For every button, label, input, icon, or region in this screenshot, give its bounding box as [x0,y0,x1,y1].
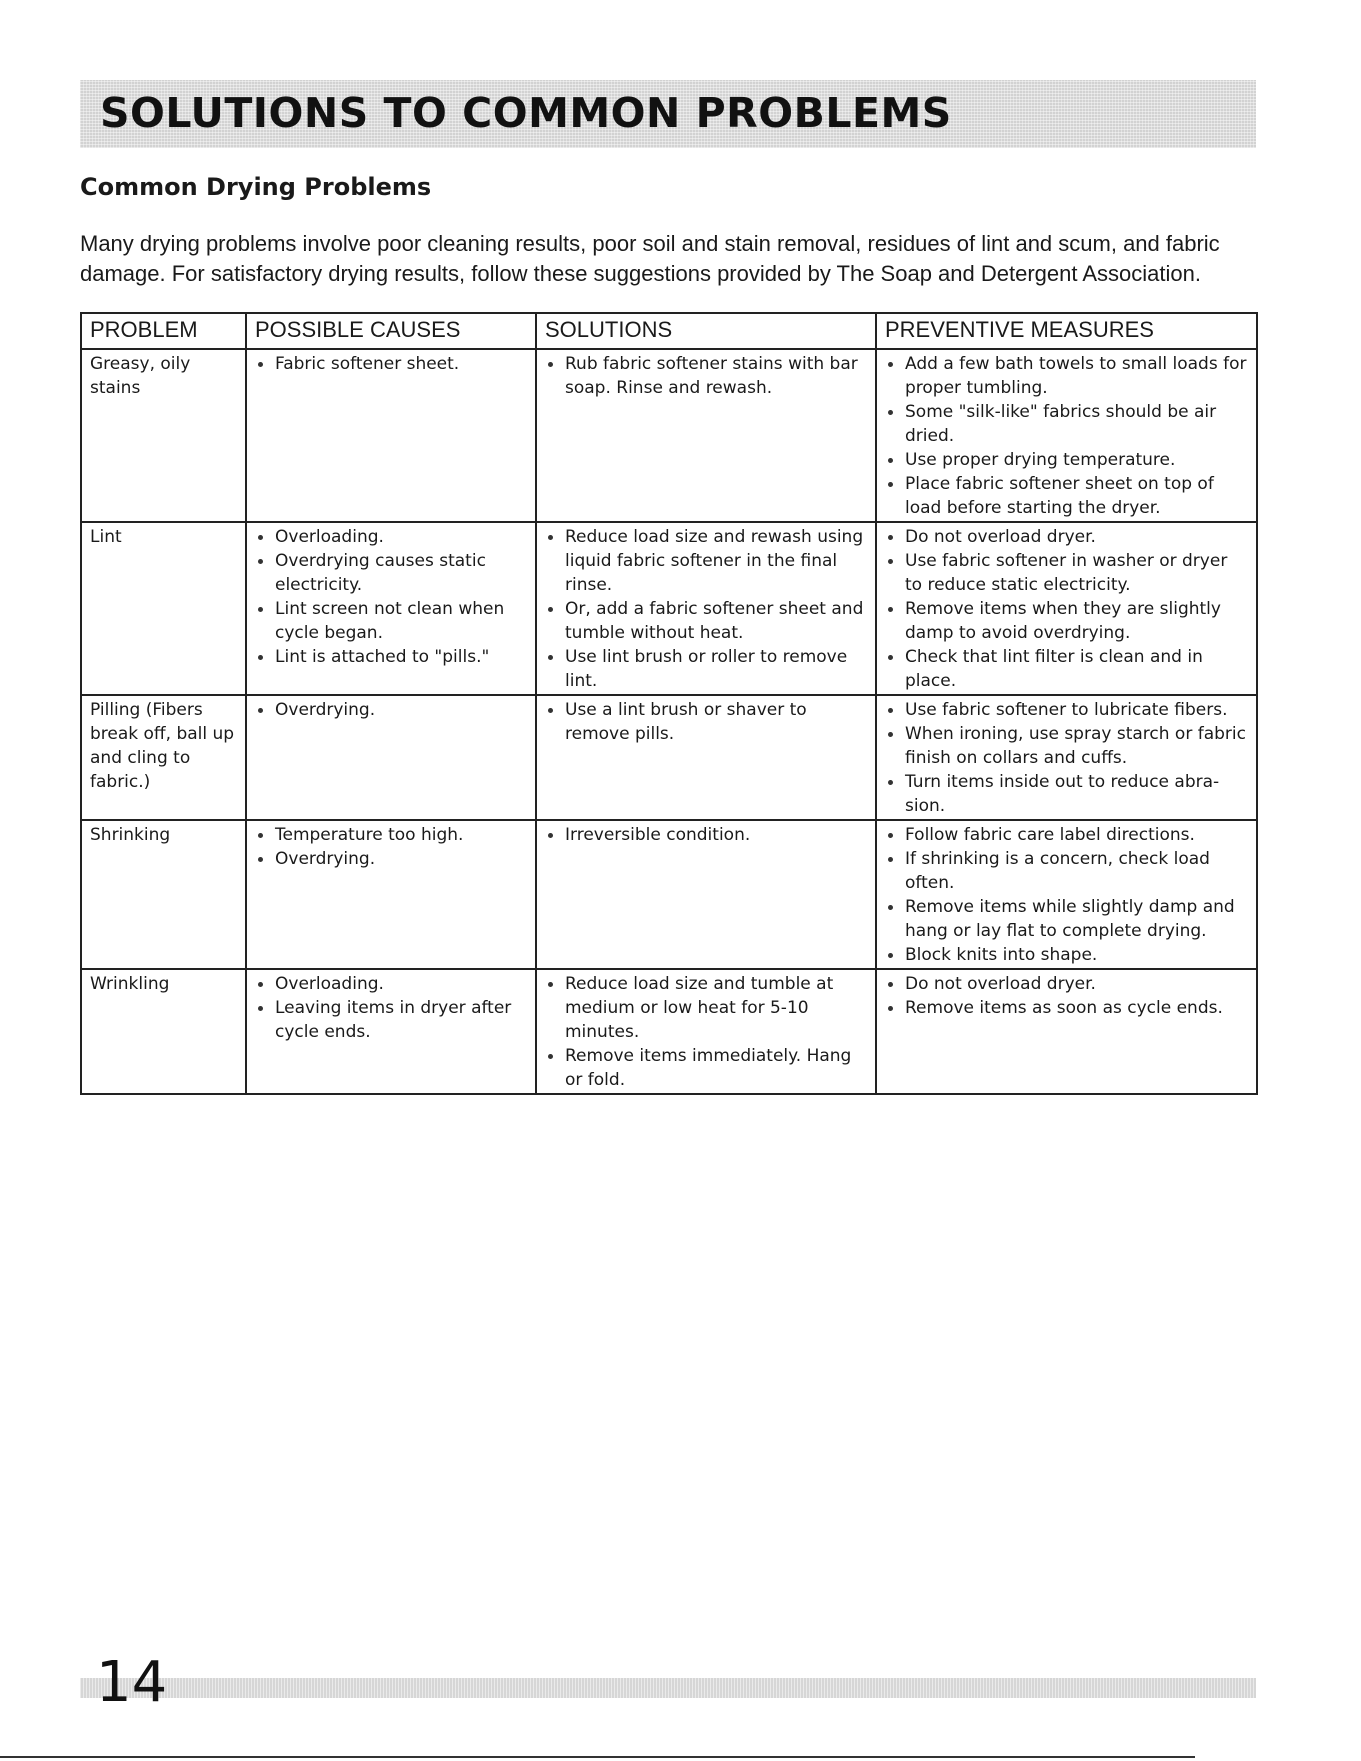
table-body [81,349,1257,1094]
solution-item: Irreversible condition. [545,823,867,847]
table-row [81,522,1257,695]
measure-item: Do not overload dryer. [885,525,1248,549]
measure-item: Use fabric softener to lubricate fibers. [885,698,1248,722]
measures-list [885,972,1248,1020]
cause-item: Leaving items in dryer after cycle ends. [255,996,527,1044]
solutions-cell [536,695,876,820]
measure-item: Turn items inside out to reduce abra-sion. [885,770,1248,818]
causes-cell [246,349,536,522]
measure-item: Check that lint filter is clean and in place. [885,645,1248,693]
section-title: Common Drying Problems [80,173,432,201]
measure-item: Use fabric softener in washer or dryer to reduce static electricity. [885,549,1248,597]
table-row [81,969,1257,1094]
measures-cell [876,522,1257,695]
causes-cell [246,820,536,969]
measure-item: Block knits into shape. [885,943,1248,967]
cause-item: Lint is attached to "pills." [255,645,527,669]
measure-item: Place fabric softener sheet on top of load before starting the dryer. [885,472,1248,520]
measures-list [885,352,1248,520]
cause-item: Temperature too high. [255,823,527,847]
footer-bar [80,1678,1256,1698]
solution-item: Remove items immediately. Hang or fold. [545,1044,867,1092]
solutions-cell [536,522,876,695]
page-number: 14 [96,1650,168,1715]
problem-cell: Shrinking [81,820,246,969]
solution-item: Use a lint brush or shaver to remove pills. [545,698,867,746]
measure-item: Add a few bath towels to small loads for proper tumbling. [885,352,1248,400]
solutions-list [545,698,867,746]
causes-list [255,525,527,669]
measure-item: Some "silk-like" fabrics should be air dried. [885,400,1248,448]
cause-item: Fabric softener sheet. [255,352,527,376]
solutions-list [545,525,867,693]
causes-list [255,972,527,1044]
problem-cell: Pilling (Fibers break off, ball up and cling to fabric.) [81,695,246,820]
measures-cell [876,349,1257,522]
header-problem: PROBLEM [81,313,246,349]
cause-item: Overdrying. [255,847,527,871]
causes-list [255,823,527,871]
measures-list [885,823,1248,967]
measure-item: When ironing, use spray starch or fabric finish on collars and cuffs. [885,722,1248,770]
causes-cell [246,522,536,695]
table-header-row [81,313,1257,349]
measure-item: Remove items when they are slightly damp to avoid overdrying. [885,597,1248,645]
measures-list [885,698,1248,818]
solutions-list [545,352,867,400]
solution-item: Rub fabric softener stains with bar soap. Rinse and rewash. [545,352,867,400]
solution-item: Or, add a fabric softener sheet and tumble without heat. [545,597,867,645]
cause-item: Overloading. [255,972,527,996]
solution-item: Reduce load size and rewash using liquid fabric softener in the final rinse. [545,525,867,597]
cause-item: Lint screen not clean when cycle began. [255,597,527,645]
bottom-rule [0,1756,1195,1758]
solutions-cell [536,820,876,969]
measure-item: Remove items as soon as cycle ends. [885,996,1248,1020]
measures-list [885,525,1248,693]
cause-item: Overdrying causes static electricity. [255,549,527,597]
problem-cell: Greasy, oily stains [81,349,246,522]
measures-cell [876,969,1257,1094]
header-solutions: SOLUTIONS [536,313,876,349]
table-row [81,695,1257,820]
problem-cell: Lint [81,522,246,695]
cause-item: Overdrying. [255,698,527,722]
header-possible-causes: POSSIBLE CAUSES [246,313,536,349]
causes-cell [246,695,536,820]
page-title: SOLUTIONS TO COMMON PROBLEMS [100,89,952,137]
solutions-cell [536,969,876,1094]
cause-item: Overloading. [255,525,527,549]
measure-item: Remove items while slightly damp and hang or lay flat to complete drying. [885,895,1248,943]
measures-cell [876,820,1257,969]
problems-table [80,312,1258,1095]
intro-paragraph: Many drying problems involve poor cleaning results, poor soil and stain removal, residues of lint and scum, and fabric damage. For satisfactory drying results, follow these suggestions provided by The Soap and Detergent Association. [80,231,1220,286]
measure-item: Do not overload dryer. [885,972,1248,996]
causes-cell [246,969,536,1094]
table-row [81,820,1257,969]
causes-list [255,352,527,376]
problem-cell: Wrinkling [81,969,246,1094]
solutions-list [545,972,867,1092]
causes-list [255,698,527,722]
solution-item: Use lint brush or roller to remove lint. [545,645,867,693]
solution-item: Reduce load size and tumble at medium or low heat for 5-10 minutes. [545,972,867,1044]
solutions-cell [536,349,876,522]
measures-cell [876,695,1257,820]
header-preventive-measures: PREVENTIVE MEASURES [876,313,1257,349]
measure-item: Follow fabric care label directions. [885,823,1248,847]
solutions-list [545,823,867,847]
table-row [81,349,1257,522]
measure-item: If shrinking is a concern, check load often. [885,847,1248,895]
measure-item: Use proper drying temperature. [885,448,1248,472]
